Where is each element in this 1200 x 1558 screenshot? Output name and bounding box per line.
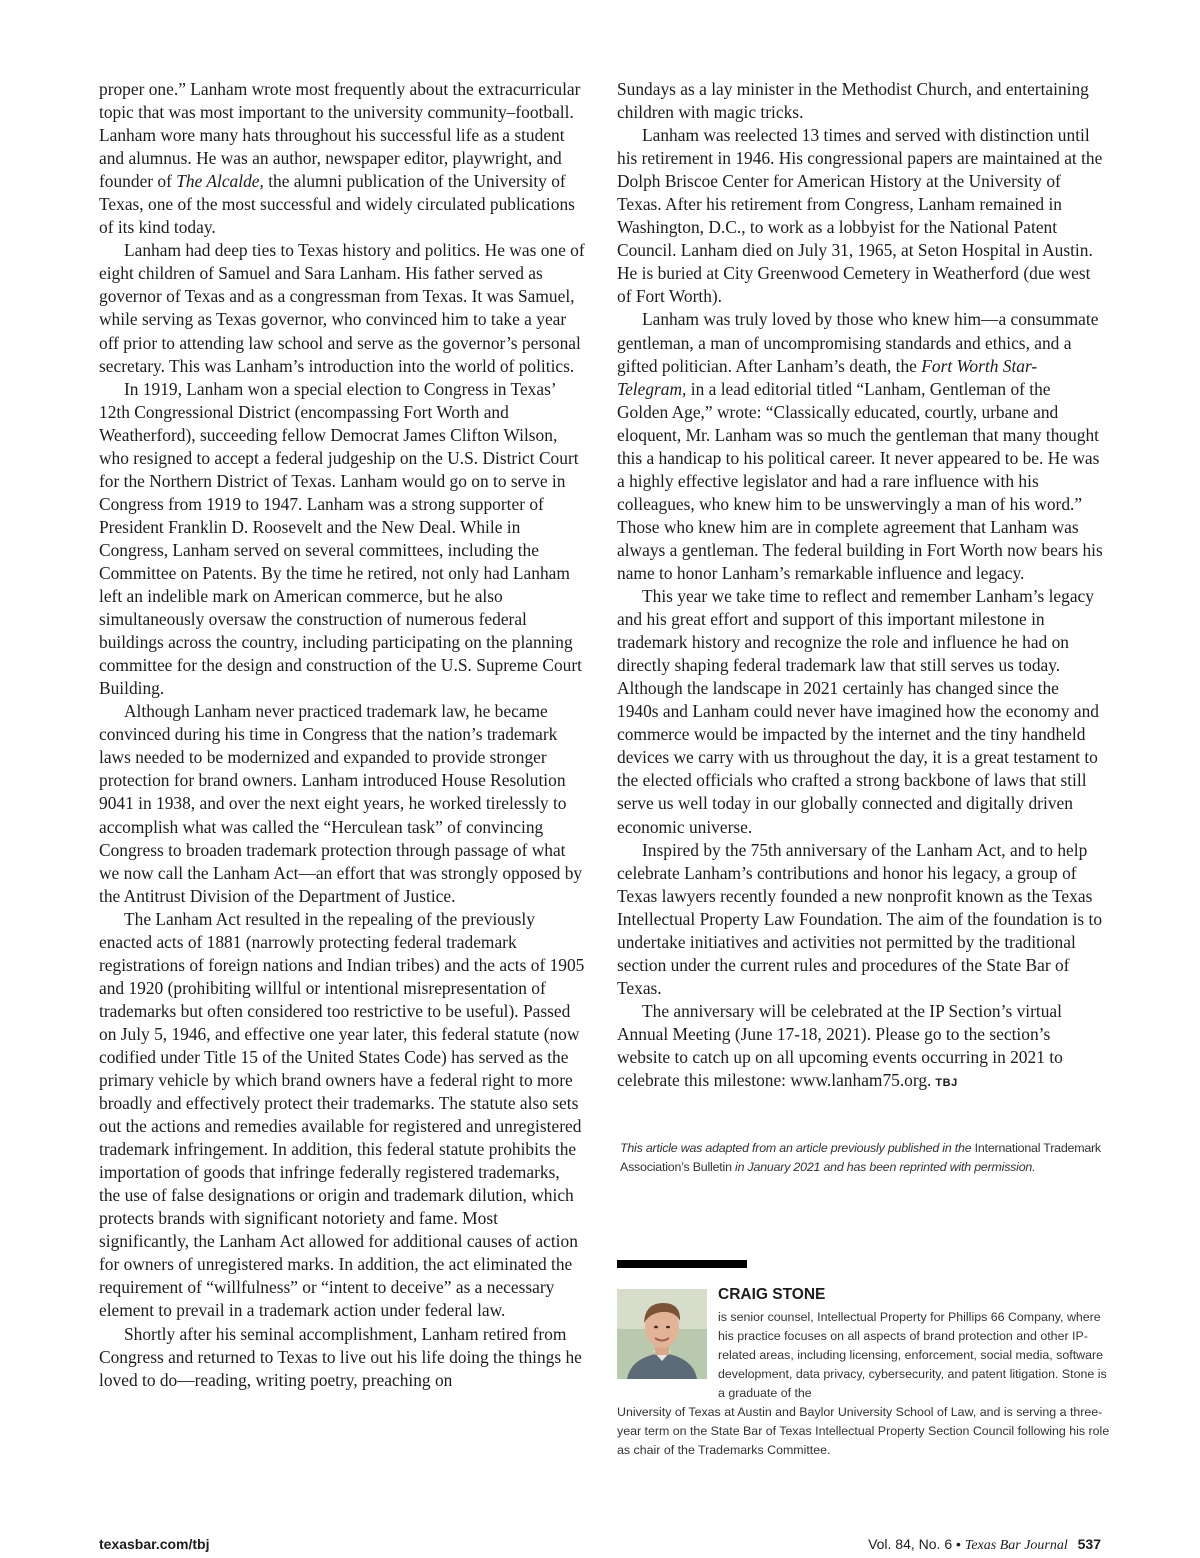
footer-website-link[interactable]: texasbar.com/tbj [99,1536,210,1552]
author-bio: is senior counsel, Intellectual Property for Phillips 66 Company, where his practice focuses on all aspects of brand protection and other IP-related areas, including licensing, enforcement, social media, software development, data privacy, cybersecurity, and patent litigation. Stone is a graduate of the [718,1310,1107,1400]
paragraph: Lanham had deep ties to Texas history and politics. He was one of eight children of Samuel and Sara Lanham. His father served as governor of Texas and as a congressman from Texas. It was Samuel, while serving as Texas governor, who convinced him to take a year off prior to attending law school and serve as the governor’s personal secretary. This was Lanham’s introduction into the world of politics. [99,240,585,376]
author-divider [617,1260,747,1268]
paragraph: The anniversary will be celebrated at the IP Section’s virtual Annual Meeting (June 17-18, 2021). Please go to the section’s website to catch up on all upcoming events occurring in 2021 to celebrate this milestone: www.lanham75.org. TBJ [617,1000,1063,1091]
adaptation-note: This article was adapted from an article previously published in the International Trademark Association’s Bulletin in January 2021 and has been reprinted with permission. [620,1141,1101,1174]
paragraph: Shortly after his seminal accomplishment, Lanham retired from Congress and returned to Texas to live out his life doing the things he loved to do—reading, writing poetry, preaching on [99,1323,582,1390]
footer-issue-info [868,1536,1101,1554]
author-name: CRAIG STONE [718,1286,826,1303]
end-mark: TBJ [935,1077,958,1090]
paragraph: Lanham was reelected 13 times and served with distinction until his retirement in 1946. His congressional papers are maintained at the Dolph Briscoe Center for American History at the University of Texas. After his retirement from Congress, Lanham remained in Washington, D.C., to work as a lobbyist for the National Patent Council. Lanham died on July 31, 1965, at Seton Hospital in Austin. He is buried at City Greenwood Cemetery in Weatherford (due west of Fort Worth). [617,125,1103,307]
person-icon [617,1289,707,1379]
paragraph: Lanham was truly loved by those who knew him—a consummate gentleman, a man of uncompromising standards and ethics, and a gifted politician. After Lanham’s death, the Fort Worth Star-Telegram, in a lead editorial titled “Lanham, Gentleman of the Golden Age,” wrote: “Classically educated, courtly, urbane and eloquent, Mr. Lanham was so much the gentleman that many thought this a handicap to his political career. It never appeared to be. He was a highly effective legislator and had a rare influence with his colleagues, who knew him to be unswervingly a man of his word.” Those who knew him are in complete agreement that Lanham was always a gentleman. The federal building in Fort Worth now bears his name to honor Lanham’s remarkable influence and legacy. [617,309,1103,583]
paragraph: Although Lanham never practiced trademark law, he became convinced during his time in Congress that the nation’s trademark laws needed to be modernized and expanded to provide stronger protection for brand owners. Lanham introduced House Resolution 9041 in 1938, and over the next eight years, he worked tirelessly to accomplish what was called the “Herculean task” of convincing Congress to broaden trademark protection through passage of what we now call the Lanham Act—an effort that was strongly opposed by the Antitrust Division of the Department of Justice. [99,701,583,906]
paragraph: Inspired by the 75th anniversary of the Lanham Act, and to help celebrate Lanham’s contributions and honor his legacy, a group of Texas lawyers recently founded a new nonprofit known as the Texas Intellectual Property Law Foundation. The aim of the foundation is to undertake initiatives and activities not permitted by the traditional section under the current rules and procedures of the State Bar of Texas. [617,839,1103,998]
paragraph: In 1919, Lanham won a special election to Congress in Texas’ 12th Congressional District (encompassing Fort Worth and Weatherford), succeeding fellow Democrat James Clifton Wilson, who resigned to accept a federal judgeship on the U.S. District Court for the Northern District of Texas. Lanham would go on to serve in Congress from 1919 to 1947. Lanham was a strong supporter of President Franklin D. Roosevelt and the New Deal. While in Congress, Lanham served on several committees, including the Committee on Patents. By the time he retired, not only had Lanham left an indelible mark on American commerce, but he also simultaneously oversaw the construction of numerous federal buildings across the country, including participating on the planning committee for the design and construction of the U.S. Supreme Court Building. [99,378,582,699]
page-number: 537 [1077,1536,1101,1552]
author-photo [617,1289,707,1379]
paragraph: This year we take time to reflect and remember Lanham’s legacy and his great effort and support of this important milestone in trademark history and recognize the role and influence he had on directly shaping federal trademark law that still serves us today. Although the landscape in 2021 certainly has changed since the 1940s and Lanham could never have imagined how the economy and commerce would be impacted by the internet and the tiny handheld devices we carry with us throughout the day, it is a great testament to the elected officials who crafted a strong backbone of laws that still serve us well today in our globally connected and digitally driven economic universe. [617,586,1099,837]
paragraph: proper one.” Lanham wrote most frequently about the extracurricular topic that was most important to the university community–football. Lanham wore many hats throughout his successful life as a student and alumnus. He was an author, newspaper editor, playwright, and founder of The Alcalde, the alumni publication of the University of Texas, one of the most successful and widely circulated publications of its kind today. [99,79,581,238]
article-right-column [617,78,1103,1095]
paragraph: The Lanham Act resulted in the repealing of the previously enacted acts of 1881 (narrowly protecting federal trademark registrations of foreign nations and Indian tribes) and the acts of 1905 and 1920 (prohibiting willful or intentional misrepresentation of trademarks but often considered too restrictive to be useful). Passed on July 5, 1946, and effective one year later, this federal statute (now codified under Title 15 of the United States Code) has served as the primary vehicle by which brand owners have a federal right to more broadly and effectively protect their trademarks. The statute also sets out the actions and remedies available for registered and unregistered trademark infringement. In addition, this federal statute prohibits the importation of goods that infringe federally registered trademarks, the use of false designations or origin and trademark dilution, which protects brands with significant notoriety and fame. Most significantly, the Lanham Act allowed for additional causes of action for owners of unregistered marks. In addition, the act eliminated the requirement of “willfulness” or “intent to deceive” as a necessary element to prevail in a trademark action under federal law. [99,908,585,1321]
article-left-column [99,78,585,1392]
issue-number: Vol. 84, No. 6 • [868,1536,961,1552]
journal-title: Texas Bar Journal [964,1538,1068,1553]
paragraph: Sundays as a lay minister in the Methodist Church, and entertaining children with magic tricks. [617,79,1089,123]
author-bio-continued: University of Texas at Austin and Baylor University School of Law, and is serving a three-year term on the State Bar of Texas Intellectual Property Section Council following his role as chair of the Trademarks Committee. [617,1405,1110,1457]
